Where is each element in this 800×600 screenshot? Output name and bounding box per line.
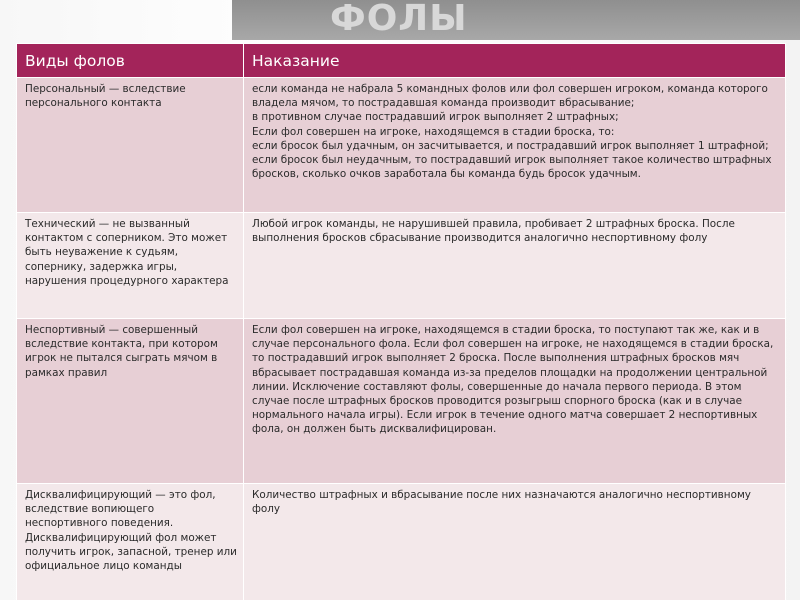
table-row xyxy=(17,319,786,484)
table-row xyxy=(17,78,786,213)
penalty-personal xyxy=(244,78,786,213)
fouls-table-wrapper xyxy=(16,43,785,600)
table-header-row xyxy=(17,44,786,78)
foul-type-disqualifying: Дисквалифицирующий — это фол, вследствие вопиющего неспортивного поведения. Дисквалифицирующий фол может получить игрок, запасной, тренер или официальное лицо команды xyxy=(17,484,244,600)
header-foul-type: Виды фолов xyxy=(17,44,244,78)
penalty-line: если команда не набрала 5 командных фолов или фол совершен игроком, команда которого владела мячом, то пострадавшая команда производит вбрасывание; xyxy=(252,83,768,110)
fouls-table xyxy=(16,43,786,600)
title-band xyxy=(232,0,800,40)
penalty-line: Количество штрафных и вбрасывание после них назначаются аналогично неспортивному фолу xyxy=(252,489,751,516)
foul-type-personal: Персональный — вследствие персонального контакта xyxy=(17,78,244,213)
slide-title: ФОЛЫ xyxy=(330,0,468,39)
header-penalty: Наказание xyxy=(244,44,786,78)
penalty-technical xyxy=(244,213,786,319)
penalty-unsportsmanlike xyxy=(244,319,786,484)
penalty-line: если бросок был неудачным, то пострадавший игрок выполняет такое количество штрафных бросков, сколько очков заработала бы команда будь бросок удачным. xyxy=(252,154,772,181)
table-row xyxy=(17,213,786,319)
foul-type-unsportsmanlike: Неспортивный — совершенный вследствие контакта, при котором игрок не пытался сыграть мячом в рамках правил xyxy=(17,319,244,484)
penalty-disqualifying xyxy=(244,484,786,600)
penalty-line: Если фол совершен на игроке, находящемся в стадии броска, то: xyxy=(252,125,615,138)
table-row xyxy=(17,484,786,600)
foul-type-technical: Технический — не вызванный контактом с соперником. Это может быть неуважение к судьям, сопернику, задержка игры, нарушения процедурного характера xyxy=(17,213,244,319)
penalty-line: если бросок был удачным, он засчитывается, и пострадавший игрок выполняет 1 штрафной; xyxy=(252,139,769,152)
penalty-line: в противном случае пострадавший игрок выполняет 2 штрафных; xyxy=(252,111,619,124)
penalty-line: Если фол совершен на игроке, находящемся в стадии броска, то поступают так же, как и в случае персонального фола. Если фол совершен на игроке, не находящемся в стадии броска, то пострадавший игрок выполняет 2 броска. После выполнения штрафных бросков мяч вбрасывает пострадавшая команда из-за пределов площадки на продолжении центральной линии. Исключение составляют фолы, совершенные до начала первого периода. В этом случае после штрафных бросков проводится розыгрыш спорного броска (как и в случае нормального начала игры). Если игрок в течение одного матча совершает 2 неспортивных фола, он должен быть дисквалифицирован. xyxy=(252,324,774,436)
penalty-line: Любой игрок команды, не нарушившей правила, пробивает 2 штрафных броска. После выполнения бросков сбрасывание производится аналогично неспортивному фолу xyxy=(252,218,735,245)
